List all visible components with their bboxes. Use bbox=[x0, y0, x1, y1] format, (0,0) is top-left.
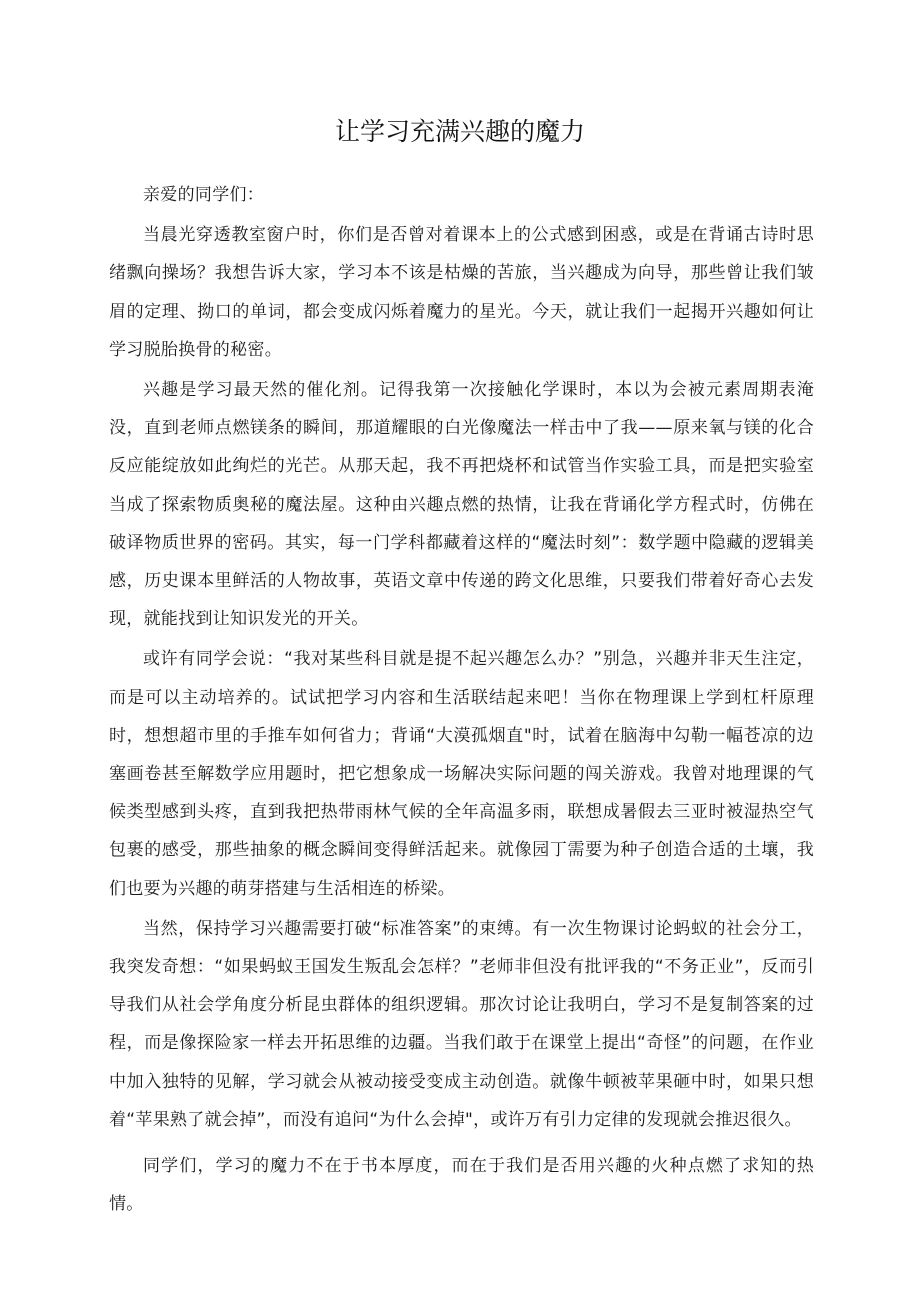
paragraph-cultivate: 或许有同学会说：“我对某些科目就是提不起兴趣怎么办？”别急，兴趣并非天生注定，而是可以主动培养的。试试把学习内容和生活联结起来吧！当你在物理课上学到杠杆原理时，想想超市里的手推车如何省力；背诵“大漠孤烟直"时，试着在脑海中勾勒一幅苍凉的边塞画卷甚至解数学应用题时，把它想象成一场解决实际问题的闯关游戏。我曾对地理课的气候类型感到头疼，直到我把热带雨林气候的全年高温多雨，联想成暑假去三亚时被湿热空气包裹的感受，那些抽象的概念瞬间变得鲜活起来。就像园丁需要为种子创造合适的土壤，我们也要为兴趣的萌芽搭建与生活相连的桥梁。 bbox=[109, 649, 814, 899]
paragraph-break-standard: 当然，保持学习兴趣需要打破“标准答案”的束缚。有一次生物课讨论蚂蚁的社会分工，我突发奇想：“如果蚂蚁王国发生叛乱会怎样？”老师非但没有批评我的“不务正业”，反而引导我们从社会学角度分析昆虫群体的组织逻辑。那次讨论让我明白，学习不是复制答案的过程，而是像探险家一样去开拓思维的边疆。当我们敢于在课堂上提出“奇怪”的问题，在作业中加入独特的见解，学习就会从被动接受变成主动创造。就像牛顿被苹果砸中时，如果只想着“苹果熟了就会掉”，而没有追问“为什么会掉"，或许万有引力定律的发现就会推迟很久。 bbox=[109, 918, 814, 1130]
paragraph-catalyst: 兴趣是学习最天然的催化剂。记得我第一次接触化学课时，本以为会被元素周期表淹没，直到老师点燃镁条的瞬间，那道耀眼的白光像魔法一样击中了我——原来氧与镁的化合反应能绽放如此绚烂的光芒。从那天起，我不再把烧杯和试管当作实验工具，而是把实验室当成了探索物质奥秘的魔法屋。这种由兴趣点燃的热情，让我在背诵化学方程式时，仿佛在破译物质世界的密码。其实，每一门学科都藏着这样的“魔法时刻”：数学题中隐藏的逻辑美感，历史课本里鲜活的人物故事，英语文章中传递的跨文化思维，只要我们带着好奇心去发现，就能找到让知识发光的开关。 bbox=[109, 380, 814, 630]
paragraph-intro: 当晨光穿透教室窗户时，你们是否曾对着课本上的公式感到困惑，或是在背诵古诗时思绪飘向操场？我想告诉大家，学习本不该是枯燥的苦旅，当兴趣成为向导，那些曾让我们皱眉的定理、拗口的单词，都会变成闪烁着魔力的星光。今天，就让我们一起揭开兴趣如何让学习脱胎换骨的秘密。 bbox=[109, 225, 814, 360]
closing-paragraph: 同学们，学习的魔力不在于书本厚度，而在于我们是否用兴趣的火种点燃了求知的热情。 bbox=[109, 1156, 814, 1215]
document-title: 让学习充满兴趣的魔力 bbox=[334, 117, 585, 146]
greeting: 亲爱的同学们： bbox=[143, 185, 265, 205]
document-body bbox=[109, 176, 814, 1225]
